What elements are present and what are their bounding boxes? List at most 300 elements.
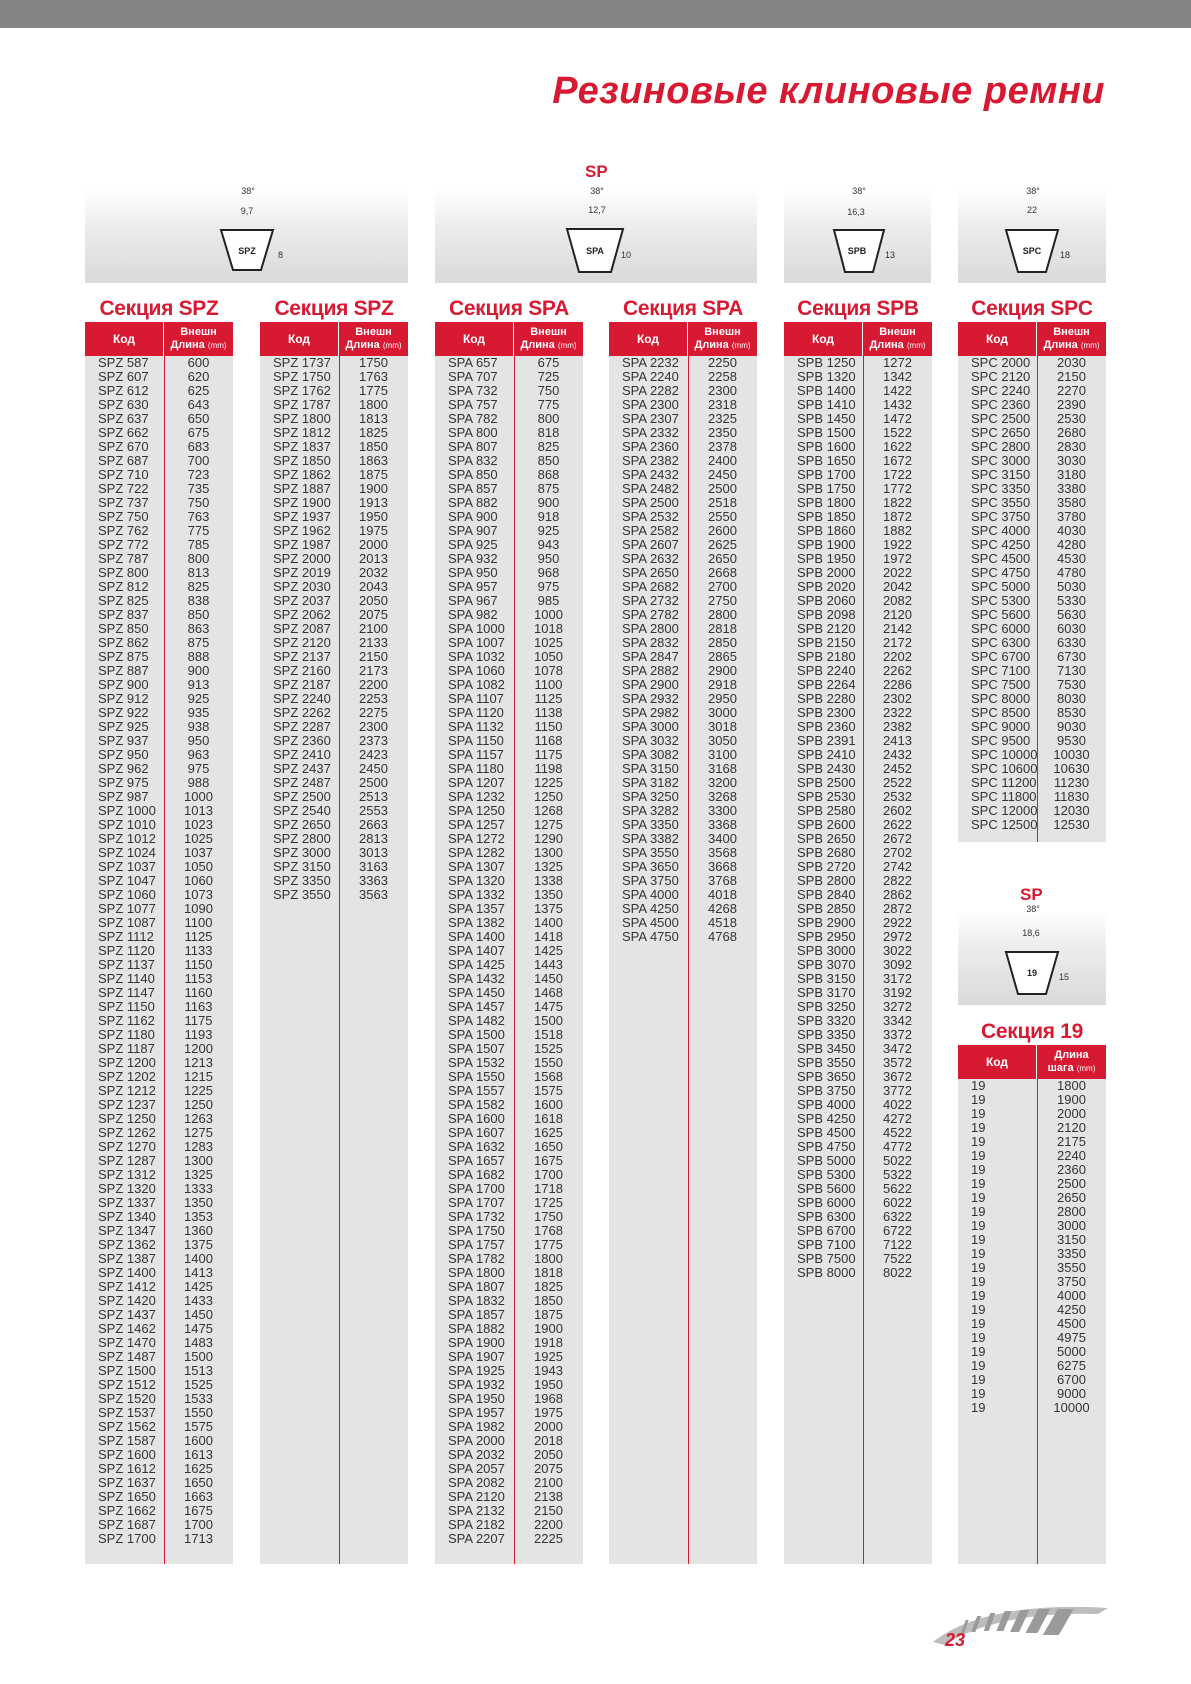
- table-row: [435, 1084, 583, 1098]
- length-cell: 1138: [534, 705, 563, 720]
- length-cell: 1800: [359, 397, 388, 412]
- length-cell: 1872: [883, 509, 912, 524]
- code-cell: SPZ 2410: [273, 747, 331, 762]
- length-cell: 2000: [359, 537, 388, 552]
- length-cell: 1625: [534, 1125, 563, 1140]
- table-row: [85, 1308, 233, 1322]
- code-cell: 19: [971, 1106, 986, 1121]
- code-cell: SPB 7500: [797, 1251, 856, 1266]
- table-row: [85, 370, 233, 384]
- length-cell: 1200: [184, 1041, 213, 1056]
- table-row: [435, 720, 583, 734]
- length-cell: 763: [187, 509, 210, 524]
- angle-label: 38°: [241, 186, 255, 196]
- code-cell: SPA 932: [448, 551, 498, 566]
- length-cell: 1525: [534, 1041, 563, 1056]
- code-cell: SPA 657: [448, 355, 498, 370]
- code-cell: SPC 2500: [971, 411, 1031, 426]
- length-cell: 2043: [359, 579, 388, 594]
- code-cell: SPZ 1012: [98, 831, 156, 846]
- code-cell: SPA 3032: [622, 733, 679, 748]
- table-row: [85, 1350, 233, 1364]
- length-cell: 12530: [1053, 817, 1090, 832]
- length-cell: 1175: [184, 1013, 213, 1028]
- table-row: [784, 1140, 932, 1154]
- table-body: [784, 356, 932, 1564]
- table-row: [435, 440, 583, 454]
- code-cell: SPB 2240: [797, 663, 856, 678]
- code-cell: SPB 1800: [797, 495, 856, 510]
- table-row: [435, 846, 583, 860]
- table-row: [609, 790, 757, 804]
- table-row: [609, 356, 757, 370]
- length-cell: 4975: [1057, 1330, 1086, 1345]
- length-cell: 9530: [1057, 733, 1086, 748]
- code-cell: SPA 957: [448, 579, 498, 594]
- code-cell: SPZ 1837: [273, 439, 331, 454]
- length-cell: 2413: [883, 733, 912, 748]
- length-cell: 2452: [883, 761, 912, 776]
- table-row: [958, 1331, 1106, 1345]
- code-cell: 19: [971, 1358, 986, 1373]
- code-cell: SPA 1257: [448, 817, 505, 832]
- table-row: [435, 678, 583, 692]
- code-cell: 19: [971, 1302, 986, 1317]
- length-cell: 2286: [883, 677, 912, 692]
- table-row: [784, 1056, 932, 1070]
- table-row: [609, 412, 757, 426]
- length-cell: 3163: [359, 859, 388, 874]
- code-cell: SPB 4750: [797, 1139, 856, 1154]
- code-cell: SPA 1320: [448, 873, 505, 888]
- table-row: [435, 566, 583, 580]
- code-cell: SPZ 1812: [273, 425, 331, 440]
- length-cell: 785: [187, 537, 210, 552]
- code-cell: SPB 2950: [797, 929, 856, 944]
- table-row: [85, 860, 233, 874]
- code-cell: SPA 2000: [448, 1433, 505, 1448]
- length-cell: 4030: [1057, 523, 1086, 538]
- code-cell: SPB 1320: [797, 369, 856, 384]
- table-row: [784, 860, 932, 874]
- table-row: [435, 1238, 583, 1252]
- length-cell: 3672: [883, 1069, 912, 1084]
- table-row: [435, 1504, 583, 1518]
- code-cell: SPZ 1250: [98, 1111, 156, 1126]
- profile-code: SPA: [586, 246, 604, 256]
- length-cell: 2378: [708, 439, 737, 454]
- code-cell: SPZ 1024: [98, 845, 156, 860]
- width-label: 16,3: [847, 207, 865, 217]
- length-cell: 2922: [883, 915, 912, 930]
- code-cell: SPB 8000: [797, 1265, 856, 1280]
- code-cell: SPZ 1340: [98, 1209, 156, 1224]
- code-cell: SPZ 1562: [98, 1419, 156, 1434]
- length-cell: 1275: [184, 1125, 213, 1140]
- table-row: [85, 916, 233, 930]
- table-row: [784, 902, 932, 916]
- length-cell: 2390: [1057, 397, 1086, 412]
- length-cell: 2818: [708, 621, 737, 636]
- code-cell: SPZ 1470: [98, 1335, 156, 1350]
- table-row: [958, 622, 1106, 636]
- table-row: [85, 1056, 233, 1070]
- table-row: [958, 1359, 1106, 1373]
- length-cell: 1475: [534, 999, 563, 1014]
- table-row: [435, 692, 583, 706]
- code-cell: SPC 11800: [971, 789, 1037, 804]
- length-cell: 1018: [534, 621, 563, 636]
- length-cell: 2150: [1057, 369, 1086, 384]
- code-cell: SPB 2098: [797, 607, 856, 622]
- table-row: [260, 832, 408, 846]
- table-row: [85, 412, 233, 426]
- height-label: 18: [1060, 250, 1071, 260]
- length-cell: 7122: [883, 1237, 912, 1252]
- code-cell: SPA 1957: [448, 1405, 505, 1420]
- code-cell: SPB 3750: [797, 1083, 856, 1098]
- code-cell: 19: [971, 1204, 986, 1219]
- length-cell: 1078: [534, 663, 563, 678]
- length-cell: 1272: [883, 355, 912, 370]
- length-cell: 4280: [1057, 537, 1086, 552]
- length-cell: 3768: [708, 873, 737, 888]
- table-row: [784, 384, 932, 398]
- length-cell: 963: [187, 747, 210, 762]
- length-cell: 1925: [534, 1349, 563, 1364]
- table-row: [85, 1014, 233, 1028]
- table-row: [784, 1266, 932, 1280]
- code-cell: SPA 2057: [448, 1461, 505, 1476]
- table-row: [260, 790, 408, 804]
- table-row: [260, 860, 408, 874]
- table-row: [435, 1196, 583, 1210]
- code-cell: SPZ 1650: [98, 1489, 156, 1504]
- table-row: [784, 748, 932, 762]
- length-cell: 2872: [883, 901, 912, 916]
- code-cell: SPA 4500: [622, 915, 679, 930]
- code-cell: SPA 2282: [622, 383, 679, 398]
- length-cell: 1772: [883, 481, 912, 496]
- length-cell: 8022: [883, 1265, 912, 1280]
- length-cell: 1775: [359, 383, 388, 398]
- length-cell: 2813: [359, 831, 388, 846]
- angle-label: 38°: [590, 186, 604, 196]
- belt-profile-diagram: [85, 186, 408, 283]
- table-row: [609, 552, 757, 566]
- code-cell: SPZ 925: [98, 719, 149, 734]
- table-row: [85, 608, 233, 622]
- table-title: Секция 19: [958, 1017, 1106, 1045]
- table-row: [784, 440, 932, 454]
- length-cell: 2950: [708, 691, 737, 706]
- code-cell: SPA 1307: [448, 859, 505, 874]
- length-cell: 5330: [1057, 593, 1086, 608]
- length-cell: 2082: [883, 593, 912, 608]
- table-row: [435, 1434, 583, 1448]
- table-row: [784, 678, 932, 692]
- code-cell: 19: [971, 1148, 986, 1163]
- code-cell: SPA 1925: [448, 1363, 505, 1378]
- length-cell: 1360: [184, 1223, 213, 1238]
- code-cell: SPA 732: [448, 383, 498, 398]
- table-row: [85, 1364, 233, 1378]
- length-cell: 1875: [534, 1307, 563, 1322]
- table-row: [784, 482, 932, 496]
- code-cell: SPA 1657: [448, 1153, 505, 1168]
- length-cell: 1325: [534, 859, 563, 874]
- code-cell: SPZ 3000: [273, 845, 331, 860]
- table-row: [958, 566, 1106, 580]
- code-cell: SPZ 1140: [98, 971, 155, 986]
- table-row: [609, 524, 757, 538]
- length-cell: 2622: [883, 817, 912, 832]
- table-row: [85, 706, 233, 720]
- code-column-header: Код: [958, 322, 1037, 356]
- length-cell: 4518: [708, 915, 737, 930]
- length-cell: 1050: [534, 649, 563, 664]
- length-column-header: Внешн Длина (mm): [1043, 326, 1100, 351]
- code-cell: SPB 2500: [797, 775, 856, 790]
- length-cell: 935: [187, 705, 210, 720]
- table-row: [85, 944, 233, 958]
- table-row: [85, 888, 233, 902]
- code-cell: SPB 1860: [797, 523, 856, 538]
- code-column-header: Код: [435, 322, 514, 356]
- code-cell: SPC 10000: [971, 747, 1038, 762]
- code-cell: SPZ 825: [98, 593, 149, 608]
- length-cell: 1433: [184, 1293, 213, 1308]
- code-cell: SPB 5600: [797, 1181, 856, 1196]
- length-cell: 7530: [1057, 677, 1086, 692]
- length-cell: 2138: [534, 1489, 563, 1504]
- table-row: [784, 930, 932, 944]
- table-row: [435, 1154, 583, 1168]
- code-cell: SPA 925: [448, 537, 498, 552]
- table-row: [958, 748, 1106, 762]
- code-cell: SPC 4750: [971, 565, 1031, 580]
- code-cell: SPZ 800: [98, 565, 149, 580]
- length-cell: 2450: [708, 467, 737, 482]
- table-row: [784, 524, 932, 538]
- table-row: [435, 860, 583, 874]
- length-cell: 2822: [883, 873, 912, 888]
- code-cell: SPB 2264: [797, 677, 856, 692]
- table-row: [260, 468, 408, 482]
- table-row: [260, 636, 408, 650]
- length-cell: 683: [187, 439, 210, 454]
- code-cell: SPA 707: [448, 369, 498, 384]
- length-cell: 2142: [883, 621, 912, 636]
- length-cell: 1338: [534, 873, 563, 888]
- table-row: [609, 902, 757, 916]
- table-row: [958, 538, 1106, 552]
- code-cell: SPA 1000: [448, 621, 505, 636]
- code-cell: SPA 2682: [622, 579, 679, 594]
- code-cell: SPC 3750: [971, 509, 1031, 524]
- code-cell: SPA 2132: [448, 1503, 505, 1518]
- length-cell: 5630: [1057, 607, 1086, 622]
- table-row: [435, 1322, 583, 1336]
- code-cell: 19: [971, 1190, 986, 1205]
- code-cell: SPA 2500: [622, 495, 679, 510]
- table-row: [784, 734, 932, 748]
- code-cell: SPA 2032: [448, 1447, 505, 1462]
- table-row: [85, 1140, 233, 1154]
- table-row: [609, 860, 757, 874]
- code-cell: SPA 1932: [448, 1377, 505, 1392]
- length-cell: 1333: [184, 1181, 213, 1196]
- code-cell: SPA 1432: [448, 971, 505, 986]
- table-row: [784, 1014, 932, 1028]
- code-cell: SPZ 875: [98, 649, 149, 664]
- code-cell: SPA 1800: [448, 1265, 505, 1280]
- table-row: [435, 1000, 583, 1014]
- length-cell: 1575: [184, 1419, 213, 1434]
- table-row: [958, 412, 1106, 426]
- table-row: [784, 1210, 932, 1224]
- code-cell: SPA 2982: [622, 705, 679, 720]
- code-cell: SPC 2360: [971, 397, 1031, 412]
- table-row: [435, 454, 583, 468]
- code-cell: SPA 3000: [622, 719, 679, 734]
- length-cell: 825: [187, 579, 210, 594]
- table-row: [260, 692, 408, 706]
- table-row: [435, 958, 583, 972]
- code-cell: SPB 2180: [797, 649, 856, 664]
- code-cell: SPA 882: [448, 495, 498, 510]
- code-cell: SPB 7100: [797, 1237, 856, 1252]
- length-cell: 3022: [883, 943, 912, 958]
- width-label: 12,7: [588, 205, 606, 215]
- table-body: [260, 356, 408, 1564]
- length-cell: 2050: [359, 593, 388, 608]
- code-cell: SPA 1857: [448, 1307, 505, 1322]
- table-19: [958, 1017, 1106, 1564]
- code-cell: SPZ 1037: [98, 859, 156, 874]
- table-row: [784, 426, 932, 440]
- length-cell: 3268: [708, 789, 737, 804]
- table-row: [609, 468, 757, 482]
- table-row: [784, 496, 932, 510]
- code-cell: SPA 2240: [622, 369, 679, 384]
- length-cell: 2750: [708, 593, 737, 608]
- length-cell: 2322: [883, 705, 912, 720]
- code-cell: SPZ 2287: [273, 719, 331, 734]
- table-row: [85, 1490, 233, 1504]
- code-cell: SPB 1400: [797, 383, 856, 398]
- table-row: [85, 538, 233, 552]
- length-cell: 2862: [883, 887, 912, 902]
- code-cell: SPA 1632: [448, 1139, 505, 1154]
- table-row: [958, 1219, 1106, 1233]
- code-cell: SPA 3650: [622, 859, 679, 874]
- length-cell: 1263: [184, 1111, 213, 1126]
- code-cell: SPC 3550: [971, 495, 1031, 510]
- height-label: 10: [621, 250, 632, 260]
- code-cell: 19: [971, 1218, 986, 1233]
- code-cell: SPZ 1420: [98, 1293, 156, 1308]
- length-cell: 2518: [708, 495, 737, 510]
- length-cell: 4530: [1057, 551, 1086, 566]
- table-row: [435, 1042, 583, 1056]
- code-cell: SPC 5600: [971, 607, 1031, 622]
- code-cell: SPZ 670: [98, 439, 149, 454]
- length-cell: 2150: [359, 649, 388, 664]
- table-row: [609, 650, 757, 664]
- length-cell: 1175: [534, 747, 563, 762]
- table-row: [609, 440, 757, 454]
- length-cell: 2120: [1057, 1120, 1086, 1135]
- code-cell: SPA 1582: [448, 1097, 505, 1112]
- table-row: [85, 1042, 233, 1056]
- code-cell: SPC 7500: [971, 677, 1031, 692]
- table-row: [435, 496, 583, 510]
- code-cell: 19: [971, 1400, 986, 1415]
- table-row: [609, 370, 757, 384]
- table-row: [784, 874, 932, 888]
- table-row: [85, 1336, 233, 1350]
- code-cell: SPA 1007: [448, 635, 505, 650]
- code-cell: SPZ 787: [98, 551, 149, 566]
- code-cell: SPB 2720: [797, 859, 856, 874]
- code-cell: SPA 3250: [622, 789, 679, 804]
- table-row: [784, 1154, 932, 1168]
- length-cell: 1875: [359, 467, 388, 482]
- code-cell: SPZ 612: [98, 383, 149, 398]
- angle-label: 38°: [1026, 904, 1040, 914]
- code-cell: SPZ 1500: [98, 1363, 156, 1378]
- code-cell: SPB 3550: [797, 1055, 856, 1070]
- code-cell: SPA 4000: [622, 887, 679, 902]
- table-row: [85, 636, 233, 650]
- table-row: [435, 776, 583, 790]
- length-cell: 3668: [708, 859, 737, 874]
- length-cell: 2530: [1057, 411, 1086, 426]
- length-cell: 9000: [1057, 1386, 1086, 1401]
- length-cell: 1863: [359, 453, 388, 468]
- length-cell: 2680: [1057, 425, 1086, 440]
- code-cell: SPA 3750: [622, 873, 679, 888]
- table-row: [435, 384, 583, 398]
- length-cell: 1913: [359, 495, 388, 510]
- length-cell: 1168: [534, 733, 563, 748]
- table-row: [609, 930, 757, 944]
- table-row: [85, 902, 233, 916]
- table-row: [85, 1252, 233, 1266]
- code-cell: SPA 3082: [622, 747, 679, 762]
- code-cell: SPC 9000: [971, 719, 1031, 734]
- table-row: [784, 1196, 932, 1210]
- code-cell: SPA 1357: [448, 901, 505, 916]
- length-cell: 2663: [359, 817, 388, 832]
- code-cell: SPZ 587: [98, 355, 149, 370]
- table-row: [609, 636, 757, 650]
- table-row: [958, 1205, 1106, 1219]
- code-cell: SPC 5000: [971, 579, 1031, 594]
- code-cell: SPA 3282: [622, 803, 679, 818]
- code-cell: SPA 1750: [448, 1223, 505, 1238]
- table-row: [260, 552, 408, 566]
- code-cell: 19: [971, 1092, 986, 1107]
- table-row: [85, 1182, 233, 1196]
- length-cell: 2700: [708, 579, 737, 594]
- code-cell: SPB 4250: [797, 1111, 856, 1126]
- table-row: [958, 496, 1106, 510]
- length-cell: 2650: [708, 551, 737, 566]
- length-cell: 2360: [1057, 1162, 1086, 1177]
- code-cell: SPA 3550: [622, 845, 679, 860]
